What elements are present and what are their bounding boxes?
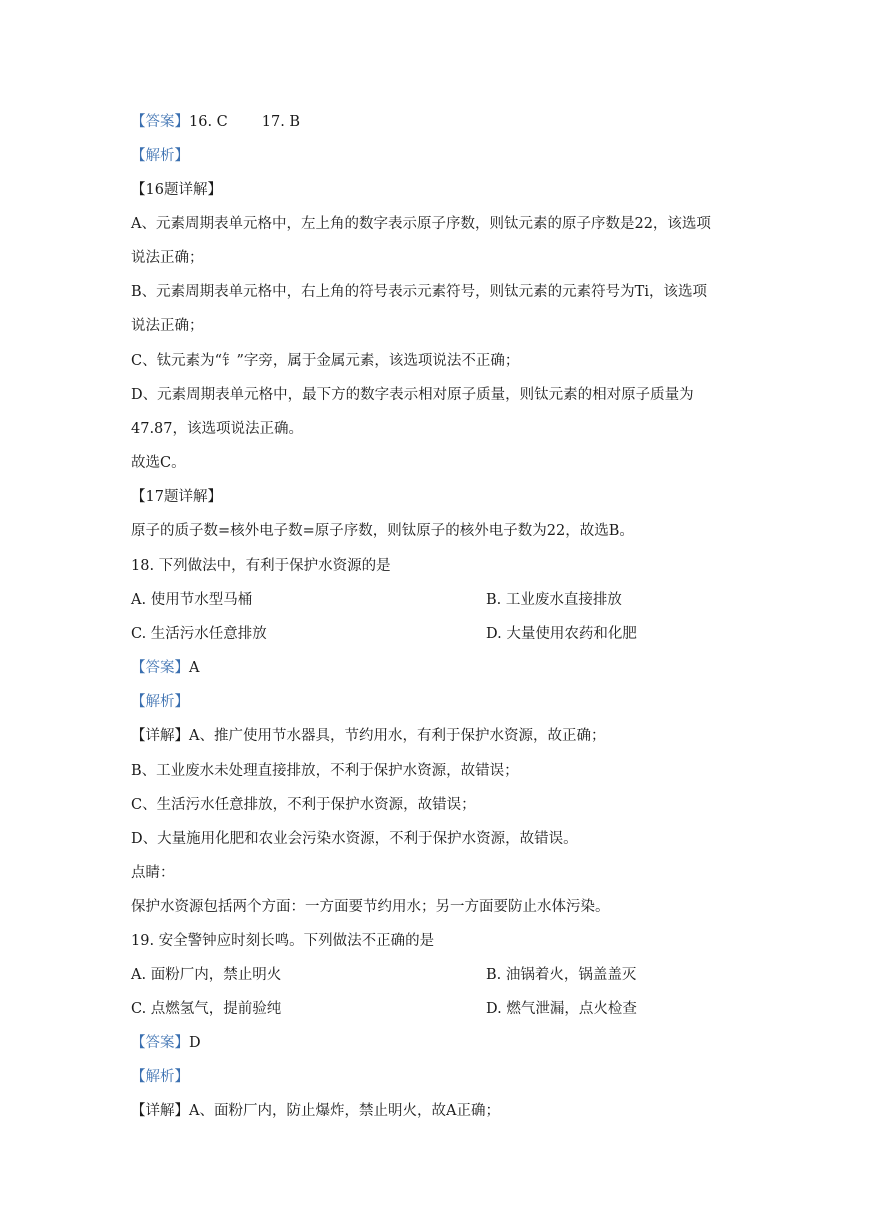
q16-option-d-line2: 47.87，该选项说法正确。: [131, 421, 304, 437]
q18-answer: A: [189, 660, 200, 676]
q18-detail-c: C、生活污水任意排放，不利于保护水资源，故错误；: [131, 797, 476, 813]
answer-17: 17. B: [261, 114, 301, 130]
q18-note-label: 点睛：: [131, 865, 175, 881]
q16-detail-heading: 【16题详解】: [131, 182, 222, 198]
q19-detail-a: A、面粉厂内，防止爆炸，禁止明火，故A正确；: [189, 1103, 500, 1119]
q18-option-c: C. 生活污水任意排放: [131, 626, 267, 642]
q17-detail-text: 原子的质子数=核外电子数=原子序数，则钛原子的核外电子数为22，故选B。: [131, 523, 634, 539]
q19-option-d: D. 燃气泄漏，点火检查: [486, 1001, 637, 1017]
q18-option-a: A. 使用节水型马桶: [131, 592, 253, 608]
q18-option-d: D. 大量使用农药和化肥: [486, 626, 637, 642]
q18-detail-a-line: [131, 726, 605, 746]
q16-option-a-line1: A、元素周期表单元格中，左上角的数字表示原子序数，则钛元素的原子序数是22，该选项: [131, 216, 711, 232]
q19-answer-label: 【答案】: [131, 1035, 189, 1051]
q18-note: 保护水资源包括两个方面：一方面要节约用水；另一方面要防止水体污染。: [131, 899, 610, 915]
q19-answer-line: [131, 1033, 201, 1053]
answer-16: 16. C: [189, 114, 228, 130]
q19-option-b: B. 油锅着火，锅盖盖灭: [486, 967, 637, 983]
q16-option-a-line2: 说法正确；: [131, 250, 204, 266]
q19-analysis-label: 【解析】: [131, 1069, 189, 1085]
q18-detail-d: D、大量施用化肥和农业会污染水资源，不利于保护水资源，故错误。: [131, 831, 578, 847]
q18-stem: 18. 下列做法中，有利于保护水资源的是: [131, 558, 391, 574]
q19-option-a: A. 面粉厂内，禁止明火: [131, 967, 282, 983]
q18-analysis-label: 【解析】: [131, 694, 189, 710]
q18-detail-label: 【详解】: [131, 728, 189, 744]
q19-detail-label: 【详解】: [131, 1103, 189, 1119]
q16-conclusion: 故选C。: [131, 455, 186, 471]
analysis-label: 【解析】: [131, 148, 189, 164]
q18-answer-line: [131, 658, 199, 678]
q18-answer-label: 【答案】: [131, 660, 189, 676]
answer-line-16-17: [131, 112, 300, 132]
q19-answer: D: [189, 1035, 201, 1051]
answer-label: 【答案】: [131, 114, 189, 130]
q17-detail-heading: 【17题详解】: [131, 489, 222, 505]
q16-option-c: C、钛元素为“钅”字旁，属于金属元素，该选项说法不正确；: [131, 353, 520, 369]
q19-option-c: C. 点燃氢气，提前验纯: [131, 1001, 282, 1017]
q16-option-b-line1: B、元素周期表单元格中，右上角的符号表示元素符号，则钛元素的元素符号为Ti，该选项: [131, 284, 707, 300]
q19-stem: 19. 安全警钟应时刻长鸣。下列做法不正确的是: [131, 933, 435, 949]
q19-detail-a-line: [131, 1101, 500, 1121]
q18-detail-a: A、推广使用节水器具，节约用水，有利于保护水资源，故正确；: [189, 728, 606, 744]
q18-option-b: B. 工业废水直接排放: [486, 592, 622, 608]
q16-option-b-line2: 说法正确；: [131, 318, 204, 334]
q18-detail-b: B、工业废水未处理直接排放，不利于保护水资源，故错误；: [131, 763, 519, 779]
q16-option-d-line1: D、元素周期表单元格中，最下方的数字表示相对原子质量，则钛元素的相对原子质量为: [131, 387, 694, 403]
